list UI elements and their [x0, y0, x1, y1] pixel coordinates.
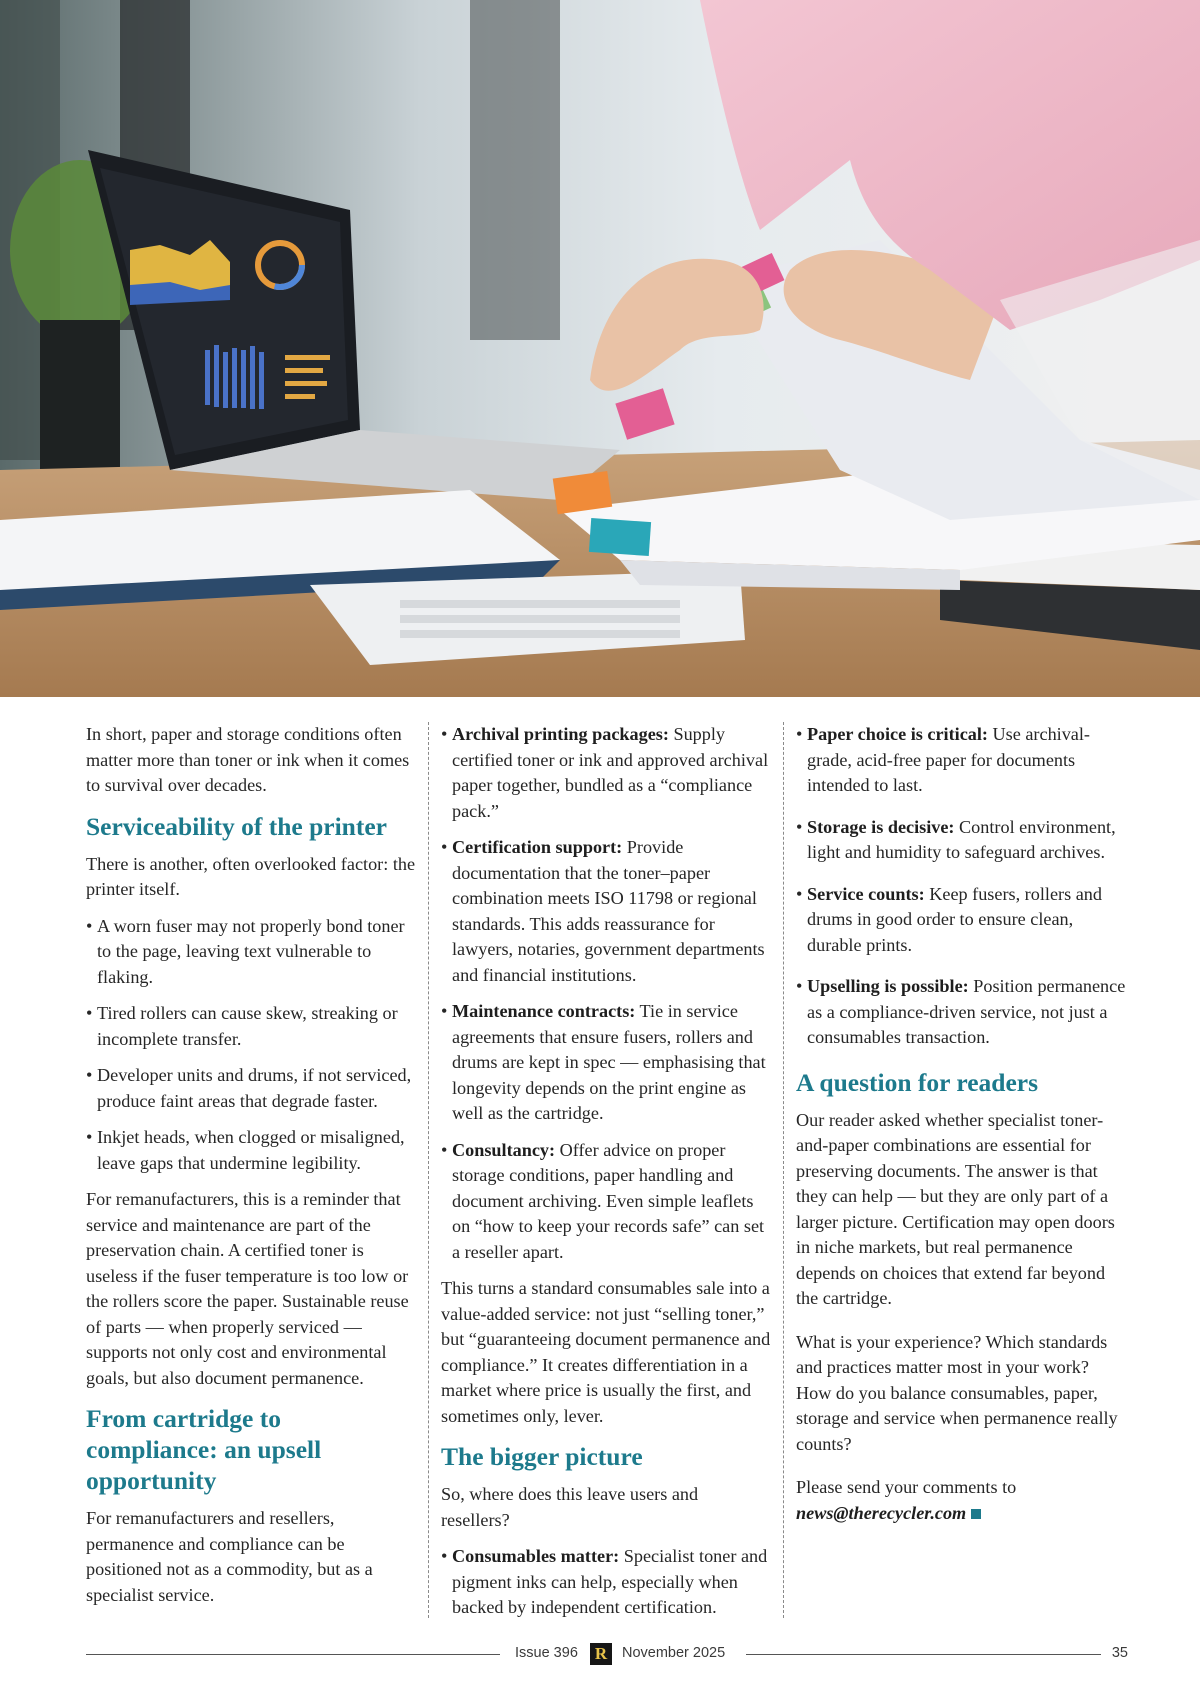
bullet-title: Certification support:: [452, 837, 623, 857]
bullet-text: Provide documentation that the toner–paper combination meets ISO 11798 or regional standards. This adds reassurance for lawyers, notaries, government departments and financial institutions.: [452, 837, 765, 985]
bullet-text: Use archival-grade, acid-free paper for documents intended to last.: [807, 724, 1090, 795]
bullet-icon: •: [796, 883, 803, 904]
section-heading: From cartridge to compliance: an upsell opportunity: [86, 1404, 322, 1495]
bullet-item: [796, 815, 1126, 866]
bullet-item: [441, 1138, 771, 1266]
bullet-text: Tie in service agreements that ensure fusers, rollers and drums are kept in spec — emphasising that longevity depends on the print engine as well as the cartridge.: [452, 1001, 766, 1123]
section-heading: Serviceability of the printer: [86, 811, 387, 841]
bullet-icon: •: [796, 724, 803, 744]
bullet-title: Maintenance contracts:: [452, 1001, 636, 1021]
footer-rule: [746, 1654, 1101, 1655]
bullet-item: [796, 722, 1126, 799]
paragraph: For remanufacturers and resellers, permanence and compliance can be positioned not as a commodity, but as a specialist service.: [86, 1508, 373, 1605]
bullet-item: [441, 835, 771, 988]
paragraph: Our reader asked whether specialist toner-and-paper combinations are essential for preserving documents. The answer is that they can help — but they are only part of a larger picture. Certification may open doors in niche markets, but real permanence depends on choices that extend far beyond the cartridge.: [796, 1109, 1115, 1308]
column-1: [86, 722, 416, 1619]
bullet-title: Consultancy:: [452, 1139, 556, 1160]
bullet-item: [796, 882, 1126, 959]
bullet-title: Paper choice is critical:: [807, 724, 988, 744]
paragraph: This turns a standard consumables sale into a value-added service: not just “selling toner,” but “guaranteeing document permanence and compliance.” It creates differentiation in a market where price is usually the first, and sometimes only, lever.: [441, 1278, 771, 1426]
bullet-icon: •: [86, 1003, 93, 1023]
bullet-text: Specialist toner and pigment inks can help, especially when backed by independent certification.: [452, 1546, 768, 1617]
bullet-item: [441, 999, 771, 1127]
paragraph: There is another, often overlooked factor: the printer itself.: [86, 853, 416, 899]
bullet-title: Archival printing packages:: [452, 724, 669, 744]
paragraph: [796, 1475, 1126, 1526]
paragraph: What is your experience? Which standards and practices matter most in your work? How do you balance consumables, paper, storage and service when permanence really counts?: [796, 1331, 1118, 1454]
bullet-text: Tired rollers can cause skew, streaking or incomplete transfer.: [97, 1003, 398, 1049]
bullet-icon: •: [86, 915, 93, 936]
bullet-text: Control environment, light and humidity to safeguard archives.: [807, 816, 1116, 862]
bullet-item: [86, 914, 416, 991]
bullet-icon: •: [441, 724, 448, 744]
bullet-text: Developer units and drums, if not serviced, produce faint areas that degrade faster.: [97, 1065, 412, 1111]
column-divider: [783, 722, 784, 1618]
bullet-icon: •: [441, 1546, 448, 1566]
bullet-text: A worn fuser may not properly bond toner to the page, leaving text vulnerable to flaking.: [97, 915, 405, 987]
bullet-text: Keep fusers, rollers and drums in good order to ensure clean, durable prints.: [807, 883, 1102, 955]
column-divider: [428, 722, 429, 1618]
issue-date: November 2025: [622, 1645, 726, 1661]
bullet-title: Storage is decisive:: [807, 816, 955, 837]
end-mark-icon: [971, 1509, 981, 1519]
issue-number: Issue 396: [515, 1645, 578, 1661]
bullet-text: Supply certified toner or ink and approved archival paper together, bundled as a “compliance pack.”: [452, 724, 769, 821]
bullet-title: Service counts:: [807, 883, 925, 904]
recycler-logo-icon: R: [590, 1643, 612, 1665]
bullet-item: [796, 974, 1126, 1051]
bullet-icon: •: [441, 1139, 448, 1160]
office-desk-photo-icon: [0, 0, 1200, 697]
bullet-title: Consumables matter:: [452, 1546, 620, 1566]
bullet-item: [441, 722, 771, 824]
bullet-text: Inkjet heads, when clogged or misaligned, leave gaps that undermine legibility.: [97, 1127, 405, 1173]
bullet-item: [86, 1125, 416, 1176]
column-3: [796, 722, 1126, 1526]
hero-photo: [0, 0, 1200, 697]
paragraph: So, where does this leave users and resellers?: [441, 1484, 699, 1530]
section-heading: The bigger picture: [441, 1442, 643, 1471]
bullet-icon: •: [86, 1065, 93, 1085]
bullet-icon: •: [796, 976, 803, 996]
bullet-title: Upselling is possible:: [807, 976, 969, 996]
bullet-text: Position permanence as a compliance-driven service, not just a consumables transaction.: [807, 976, 1126, 1047]
page-footer: [86, 1643, 1128, 1667]
bullet-item: [86, 1001, 416, 1052]
bullet-text: Offer advice on proper storage conditions, paper handling and document archiving. Even simple leaflets on “how to keep your records safe” can set a reseller apart.: [452, 1139, 765, 1262]
bullet-item: [441, 1544, 771, 1621]
paragraph: In short, paper and storage conditions often matter more than toner or ink when it comes to survival over decades.: [86, 724, 410, 795]
column-2: [441, 722, 771, 1632]
bullet-icon: •: [796, 816, 803, 837]
footer-rule: [86, 1654, 500, 1655]
bullet-icon: •: [441, 837, 448, 857]
bullet-item: [86, 1063, 416, 1114]
bullet-icon: •: [86, 1127, 93, 1147]
contact-prompt: Please send your comments to: [796, 1477, 1017, 1497]
page-number: 35: [1111, 1645, 1128, 1661]
email-link[interactable]: news@therecycler.com: [796, 1502, 967, 1523]
bullet-icon: •: [441, 1001, 448, 1021]
section-heading: A question for readers: [796, 1067, 1039, 1097]
paragraph: For remanufacturers, this is a reminder that service and maintenance are part of the preservation chain. A certified toner is useless if the fuser temperature is too low or the rollers score the paper. Sustainable reuse of parts — when properly serviced — supports not only cost and environmental goals, but also document permanence.: [86, 1189, 409, 1388]
